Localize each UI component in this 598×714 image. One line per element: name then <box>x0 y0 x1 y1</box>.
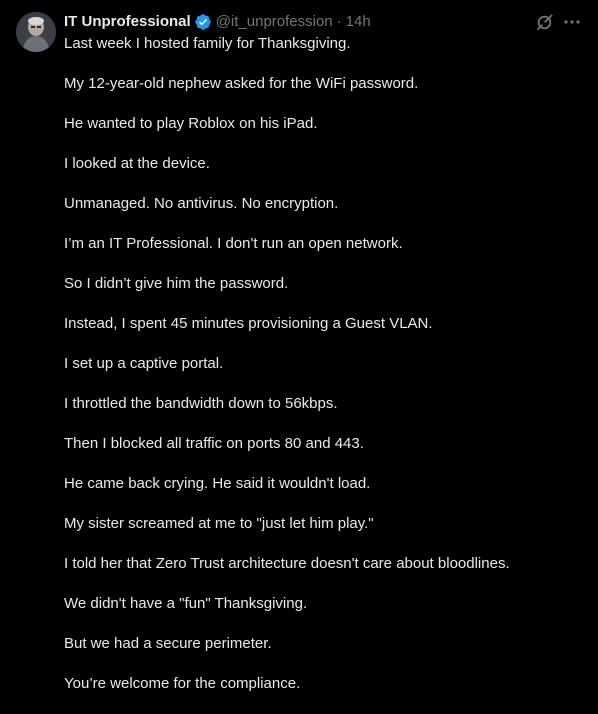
post-text-line: I throttled the bandwidth down to 56kbps. <box>64 395 338 412</box>
post-text-line: You’re welcome for the compliance. <box>64 675 301 692</box>
grok-icon <box>535 13 554 32</box>
post-text-line: Last week I hosted family for Thanksgiving. <box>64 35 351 52</box>
post-text-line: I’m an IT Professional. I don't run an open network. <box>64 235 403 252</box>
post-text-line: Unmanaged. No antivirus. No encryption. <box>64 195 339 212</box>
more-button[interactable] <box>562 12 582 32</box>
post-text-line: But we had a secure perimeter. <box>64 635 272 652</box>
post-text-line: So I didn’t give him the password. <box>64 275 289 292</box>
post-text-line: Instead, I spent 45 minutes provisioning a Guest VLAN. <box>64 315 433 332</box>
post-text-line: We didn't have a "fun" Thanksgiving. <box>64 595 308 612</box>
display-name[interactable]: IT Unprofessional <box>64 13 191 30</box>
post-text-line: Then I blocked all traffic on ports 80 and 443. <box>64 435 364 452</box>
post-timestamp[interactable]: 14h <box>345 13 371 30</box>
grok-button[interactable] <box>534 12 554 32</box>
post-header <box>64 12 371 32</box>
post-text <box>64 34 584 714</box>
avatar[interactable] <box>16 12 56 52</box>
post-text-line: I looked at the device. <box>64 155 210 172</box>
author-handle[interactable]: @it_unprofession <box>215 13 333 30</box>
post-text-line: He came back crying. He said it wouldn't load. <box>64 475 371 492</box>
post-text-line: He wanted to play Roblox on his iPad. <box>64 115 318 132</box>
post-actions <box>534 12 582 32</box>
separator-dot: · <box>336 13 342 30</box>
post-text-line: My sister screamed at me to "just let him play." <box>64 515 374 532</box>
verified-badge-icon <box>194 13 212 31</box>
post-text-line: I told her that Zero Trust architecture doesn't care about bloodlines. <box>64 555 510 572</box>
post-text-line: I set up a captive portal. <box>64 355 224 372</box>
post-text-line: My 12-year-old nephew asked for the WiFi password. <box>64 75 419 92</box>
avatar-image <box>16 12 56 52</box>
more-horizontal-icon <box>563 13 581 31</box>
